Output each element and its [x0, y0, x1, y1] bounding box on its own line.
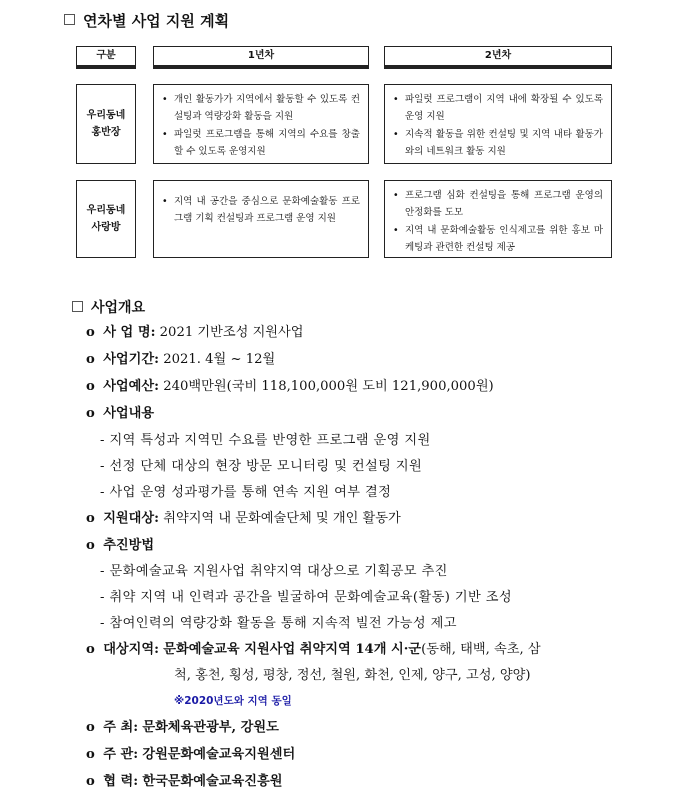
row1-year2-cell	[384, 84, 612, 164]
row-label-hongbanjang: 우리동네 홍반장	[76, 84, 136, 164]
overview-section-title: 사업개요	[72, 297, 145, 317]
header-year1: 1년차	[153, 46, 369, 66]
project-name-line: o 사 업 명: 2021 기반조성 지원사업	[86, 325, 304, 340]
project-content-heading: o 사업내용	[86, 406, 155, 421]
list-item: • 파일럿 프로그램을 통해 지역의 수요를 창출할 수 있도록 운영지원	[162, 126, 360, 160]
organizer-line: o 주 관: 강원문화예술교육지원센터	[86, 747, 296, 762]
cooperation-line: o 협 력: 한국문화예술교육진흥원	[86, 774, 283, 789]
row-label-sarangbang: 우리동네 사랑방	[76, 180, 136, 258]
list-item: • 프로그램 심화 컨설팅을 통해 프로그램 운영의 안정화를 도모	[393, 187, 603, 221]
list-item: • 개인 활동가가 지역에서 활동할 수 있도록 컨설팅과 역량강화 활동을 지원	[162, 91, 360, 125]
list-item: - 지역 특성과 지역민 수요를 반영한 프로그램 운영 지원	[100, 433, 431, 448]
list-item: - 사업 운영 성과평가를 통해 연속 지원 여부 결정	[100, 485, 392, 500]
list-item: • 지속적 활동을 위한 컨설팅 및 지역 내타 활동가와의 네트워크 활동 지원	[393, 126, 603, 160]
header-category: 구분	[76, 46, 136, 66]
row2-year2-cell	[384, 180, 612, 258]
plan-section-title: 연차별 사업 지원 계획	[64, 10, 229, 31]
region-note: ※2020년도와 지역 동일	[174, 695, 292, 707]
row2-year1-cell	[153, 180, 369, 258]
checkbox-square-icon	[72, 301, 83, 312]
target-region-line: o 대상지역: 문화예술교육 지원사업 취약지역 14개 시·군(동해, 태백, 속초, 삼	[86, 642, 541, 657]
list-item: • 파일럿 프로그램이 지역 내에 확장될 수 있도록 운영 지원	[393, 91, 603, 125]
project-budget-line: o 사업예산: 240백만원(국비 118,100,000원 도비 121,900,000원)	[86, 379, 494, 394]
row1-year1-cell	[153, 84, 369, 164]
list-item: • 지역 내 공간을 중심으로 문화예술활동 프로그램 기획 컨설팅과 프로그램 운영 지원	[162, 193, 360, 227]
checkbox-square-icon	[64, 14, 75, 25]
project-period-line: o 사업기간: 2021. 4월 ~ 12월	[86, 352, 276, 367]
method-heading: o 추진방법	[86, 538, 155, 553]
host-line: o 주 최: 문화체육관광부, 강원도	[86, 720, 279, 735]
list-item: - 문화예술교육 지원사업 취약지역 대상으로 기획공모 추진	[100, 564, 448, 579]
support-target-line: o 지원대상: 취약지역 내 문화예술단체 및 개인 활동가	[86, 511, 401, 526]
list-item: - 취약 지역 내 인력과 공간을 빌굴하여 문화예술교육(활동) 기반 조성	[100, 590, 513, 605]
header-year2: 2년차	[384, 46, 612, 66]
list-item: - 선정 단체 대상의 현장 방문 모니터링 및 컨설팅 지원	[100, 459, 423, 474]
list-item: - 참여인력의 역량강화 활동을 통해 지속적 빌전 가능성 제고	[100, 616, 457, 631]
list-item: • 지역 내 문화예술활동 인식제고를 위한 홍보 마케팅과 관련한 컨설팅 제공	[393, 222, 603, 256]
target-region-line-2: 척, 홍천, 횡성, 평창, 정선, 철원, 화천, 인제, 양구, 고성, 양양)	[174, 668, 531, 683]
